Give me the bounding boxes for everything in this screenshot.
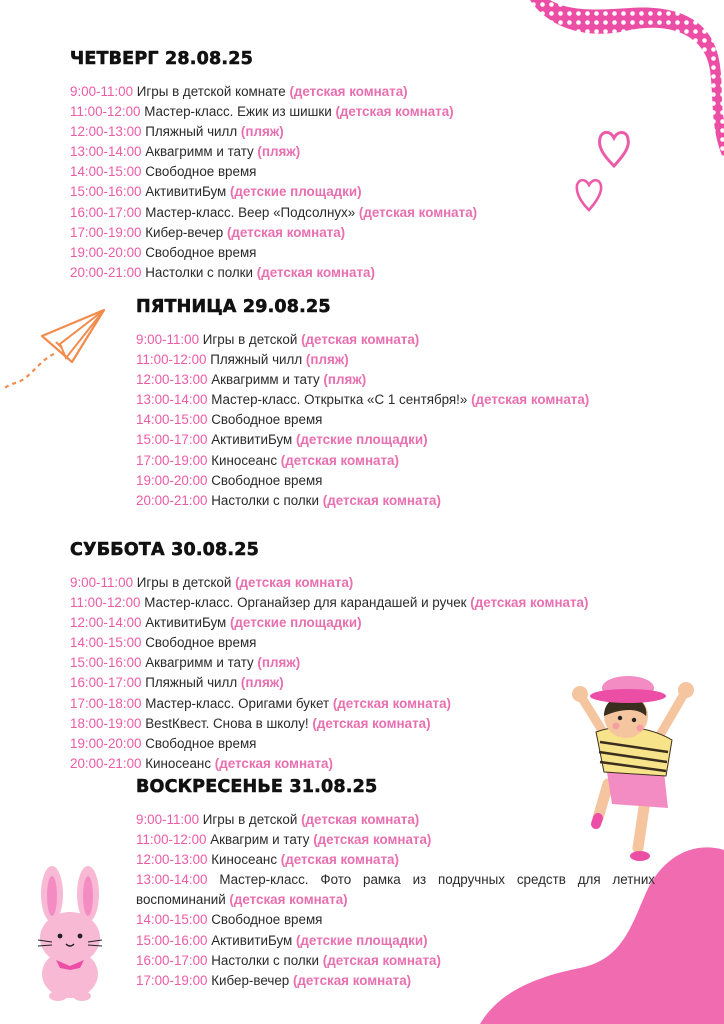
event-location: (пляж) xyxy=(240,124,284,140)
day-sunday xyxy=(136,776,655,991)
schedule-item xyxy=(136,971,655,991)
event-time: 11:00-12:00 xyxy=(136,352,207,368)
event-activity: BestКвест. Снова в школу! xyxy=(145,715,309,731)
event-activity: Настолки с полки xyxy=(211,492,320,508)
event-time: 20:00-21:00 xyxy=(70,755,142,771)
event-location: (детские площадки) xyxy=(229,184,362,200)
event-time: 20:00-21:00 xyxy=(70,264,142,280)
event-location: (детская комната) xyxy=(313,832,432,848)
event-time: 9:00-11:00 xyxy=(136,332,200,347)
day-saturday xyxy=(70,539,700,774)
event-activity: Киносеанс xyxy=(211,852,278,868)
event-activity: Киносеанс xyxy=(211,452,278,468)
schedule-item xyxy=(70,714,700,734)
event-time: 18:00-19:00 xyxy=(70,715,142,731)
event-location: (детская комната) xyxy=(322,492,441,508)
event-time: 15:00-17:00 xyxy=(136,432,208,448)
event-time: 17:00-18:00 xyxy=(70,695,142,711)
event-location: (детская комната) xyxy=(470,595,589,611)
schedule-item xyxy=(136,951,655,971)
event-time: 13:00-14:00 xyxy=(136,392,208,408)
event-activity: Свободное время xyxy=(145,735,257,751)
day-title: СУББОТА 30.08.25 xyxy=(70,540,260,560)
schedule-item xyxy=(70,223,630,243)
event-activity: Пляжный чилл xyxy=(145,124,238,140)
event-activity: АктивитиБум xyxy=(145,615,227,631)
event-location: (пляж) xyxy=(257,144,301,160)
event-time: 9:00-11:00 xyxy=(70,575,134,590)
schedule-item xyxy=(70,633,700,653)
event-activity: Аквагримм и тату xyxy=(145,655,254,671)
schedule-item xyxy=(70,673,700,693)
event-time: 13:00-14:00 xyxy=(70,144,142,160)
event-time: 14:00-15:00 xyxy=(70,635,142,651)
event-activity: Свободное время xyxy=(145,244,257,260)
event-time: 16:00-17:00 xyxy=(136,952,208,968)
schedule-item xyxy=(70,243,630,263)
schedule-item xyxy=(136,850,655,870)
schedule-item xyxy=(70,162,630,182)
paper-plane-icon xyxy=(0,300,110,400)
schedule-item xyxy=(136,830,655,850)
event-location: (детская комната) xyxy=(312,715,431,731)
event-activity: Мастер-класс. Веер «Подсолнух» xyxy=(145,204,356,220)
schedule-item xyxy=(70,182,630,202)
event-time: 9:00-11:00 xyxy=(136,812,200,827)
event-location: (детская комната) xyxy=(235,575,354,590)
event-activity: Игры в детской xyxy=(202,332,298,347)
schedule-item xyxy=(70,263,630,283)
event-activity: Мастер-класс. Органайзер для карандашей и ручек xyxy=(144,595,467,611)
event-activity: Кибер-вечер xyxy=(211,972,290,988)
event-location: (детская комната) xyxy=(229,892,348,908)
schedule-item xyxy=(136,931,655,951)
schedule-item xyxy=(136,350,696,370)
schedule-item xyxy=(70,653,700,673)
schedule-item xyxy=(136,330,696,350)
event-activity: Свободное время xyxy=(211,472,323,488)
day-title: ЧЕТВЕРГ 28.08.25 xyxy=(70,49,253,69)
event-location: (пляж) xyxy=(240,675,284,691)
schedule-item xyxy=(136,870,655,910)
day-title: ВОСКРЕСЕНЬЕ 31.08.25 xyxy=(136,777,378,797)
event-activity: Мастер-класс. Открытка «С 1 сентября!» xyxy=(211,392,468,408)
event-activity: Мастер-класс. Фото рамка из подручных средств для летних воспоминаний xyxy=(136,872,655,908)
event-location: (детская комната) xyxy=(471,392,590,408)
event-time: 12:00-13:00 xyxy=(136,372,208,388)
event-time: 11:00-12:00 xyxy=(136,832,207,848)
event-time: 12:00-14:00 xyxy=(70,615,142,631)
event-time: 17:00-19:00 xyxy=(136,972,208,988)
event-location: (детская комната) xyxy=(322,952,441,968)
event-location: (детская комната) xyxy=(280,852,399,868)
schedule-item xyxy=(70,122,630,142)
schedule-item xyxy=(136,451,696,471)
event-time: 11:00-12:00 xyxy=(70,104,141,120)
event-activity: Мастер-класс. Оригами букет xyxy=(145,695,330,711)
schedule-item xyxy=(136,910,655,930)
event-activity: Свободное время xyxy=(145,635,257,651)
event-activity: Мастер-класс. Ежик из шишки xyxy=(144,104,332,120)
day-title: ПЯТНИЦА 29.08.25 xyxy=(136,297,331,317)
event-location: (детские площадки) xyxy=(295,432,428,448)
event-location: (пляж) xyxy=(305,352,349,368)
schedule-item xyxy=(70,754,700,774)
day-friday xyxy=(136,296,696,511)
day-thursday xyxy=(70,48,630,283)
schedule-item xyxy=(70,694,700,714)
event-time: 19:00-20:00 xyxy=(136,472,208,488)
event-activity: АктивитиБум xyxy=(211,432,293,448)
schedule-item xyxy=(70,613,700,633)
event-activity: Свободное время xyxy=(145,164,257,180)
event-time: 15:00-16:00 xyxy=(70,655,142,671)
schedule-item xyxy=(70,593,700,613)
event-time: 15:00-16:00 xyxy=(70,184,142,200)
event-location: (детская комната) xyxy=(332,695,452,711)
event-activity: Аквагримм и тату xyxy=(145,144,254,160)
event-location: (детская комната) xyxy=(301,332,420,347)
event-activity: Пляжный чилл xyxy=(145,675,238,691)
event-activity: Аквагримм и тату xyxy=(211,372,320,388)
event-activity: Аквагрим и тату xyxy=(210,832,310,848)
schedule-item xyxy=(136,471,696,491)
event-time: 14:00-15:00 xyxy=(136,912,208,928)
event-location: (детская комната) xyxy=(289,84,408,99)
event-activity: Свободное время xyxy=(211,412,323,428)
event-activity: Игры в детской xyxy=(202,812,298,827)
schedule-item xyxy=(136,410,696,430)
event-location: (детская комната) xyxy=(358,204,478,220)
event-activity: Настолки с полки xyxy=(211,952,320,968)
event-time: 14:00-15:00 xyxy=(136,412,208,428)
event-activity: АктивитиБум xyxy=(211,932,293,948)
event-location: (детские площадки) xyxy=(229,615,362,631)
event-location: (детская комната) xyxy=(226,224,346,240)
event-activity: Кибер-вечер xyxy=(145,224,224,240)
schedule-item xyxy=(70,203,630,223)
event-time: 17:00-19:00 xyxy=(136,452,208,468)
event-time: 16:00-17:00 xyxy=(70,204,142,220)
event-time: 19:00-20:00 xyxy=(70,735,142,751)
schedule-item xyxy=(70,142,630,162)
event-time: 20:00-21:00 xyxy=(136,492,208,508)
event-location: (детская комната) xyxy=(292,972,412,988)
schedule-item xyxy=(70,82,630,102)
event-activity: Игры в детской xyxy=(136,575,232,590)
event-time: 17:00-19:00 xyxy=(70,224,142,240)
schedule-item xyxy=(136,390,696,410)
event-activity: Свободное время xyxy=(211,912,323,928)
event-location: (пляж) xyxy=(257,655,301,671)
event-activity: Киносеанс xyxy=(145,755,212,771)
event-location: (детская комната) xyxy=(280,452,399,468)
event-time: 13:00-14:00 xyxy=(136,872,208,888)
event-location: (детская комната) xyxy=(214,755,333,771)
event-location: (детская комната) xyxy=(301,812,420,827)
event-time: 19:00-20:00 xyxy=(70,244,142,260)
bunny-illustration xyxy=(24,862,116,1002)
schedule-item xyxy=(70,734,700,754)
event-activity: Игры в детской комнате xyxy=(136,84,286,99)
schedule-item xyxy=(70,102,630,122)
event-location: (детская комната) xyxy=(335,104,454,120)
schedule-item xyxy=(136,370,696,390)
event-time: 9:00-11:00 xyxy=(70,84,134,99)
event-time: 12:00-13:00 xyxy=(136,852,208,868)
event-location: (детская комната) xyxy=(256,264,375,280)
event-location: (детские площадки) xyxy=(295,932,428,948)
event-time: 16:00-17:00 xyxy=(70,675,142,691)
schedule-item xyxy=(70,573,700,593)
schedule-item xyxy=(136,430,696,450)
event-location: (пляж) xyxy=(323,372,367,388)
event-activity: Настолки с полки xyxy=(145,264,254,280)
event-time: 11:00-12:00 xyxy=(70,595,141,611)
event-time: 15:00-16:00 xyxy=(136,932,208,948)
schedule-item xyxy=(136,491,696,511)
event-time: 14:00-15:00 xyxy=(70,164,142,180)
event-activity: АктивитиБум xyxy=(145,184,227,200)
schedule-item xyxy=(136,810,655,830)
event-time: 12:00-13:00 xyxy=(70,124,142,140)
event-activity: Пляжный чилл xyxy=(210,352,303,368)
